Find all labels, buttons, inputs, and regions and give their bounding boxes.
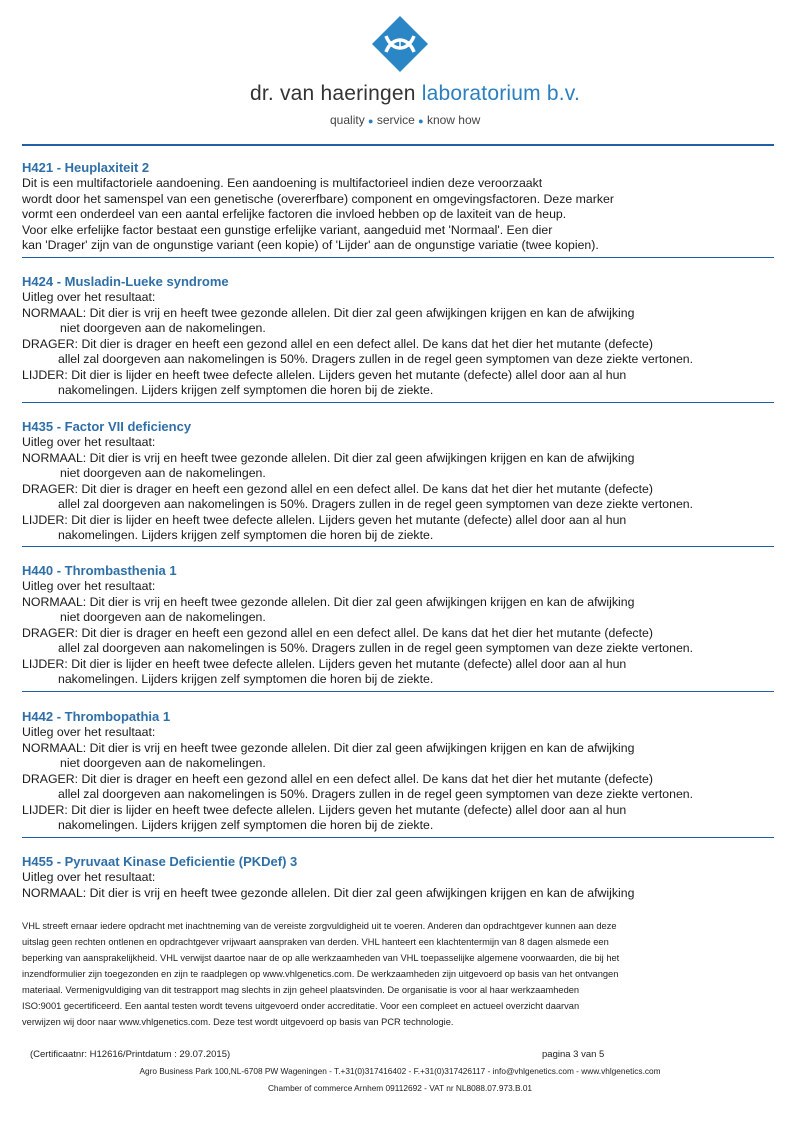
- section-divider: [22, 691, 774, 692]
- intro-line: Uitleg over het resultaat:: [22, 290, 156, 304]
- section-title: H424 - Musladin-Lueke syndrome: [22, 274, 229, 289]
- drager-line-cont: allel zal doorgeven aan nakomelingen is 50%. Dragers zullen in de regel geen symptomen van deze ziekte vertonen.: [58, 497, 694, 511]
- section-title: H421 - Heuplaxiteit 2: [22, 160, 150, 175]
- drager-line-cont: allel zal doorgeven aan nakomelingen is 50%. Dragers zullen in de regel geen symptomen van deze ziekte vertonen.: [58, 641, 694, 655]
- lijder-line-cont: nakomelingen. Lijders krijgen zelf symptomen die horen bij de ziekte.: [58, 528, 434, 542]
- text-line: wordt door het samenspel van een genetische (overerfbare) component en omgevingsfactoren. Deze marker: [22, 191, 614, 206]
- dot-separator-icon: ●: [418, 116, 424, 126]
- section-divider: [22, 837, 774, 838]
- normaal-line: NORMAAL: Dit dier is vrij en heeft twee gezonde allelen. Dit dier zal geen afwijkingen krijgen en kan de afwijking: [22, 450, 635, 465]
- section-title: H440 - Thrombasthenia 1: [22, 563, 177, 578]
- normaal-line-cont: niet doorgeven aan de nakomelingen.: [60, 321, 266, 335]
- tagline: quality ● service ● know how: [330, 113, 481, 127]
- section-h440: [22, 563, 774, 688]
- section-title: H435 - Factor VII deficiency: [22, 419, 192, 434]
- dna-diamond-logo-icon: [370, 14, 430, 74]
- dot-separator-icon: ●: [368, 116, 374, 126]
- normaal-line: NORMAAL: Dit dier is vrij en heeft twee gezonde allelen. Dit dier zal geen afwijkingen krijgen en kan de afwijking: [22, 594, 635, 609]
- lijder-line-cont: nakomelingen. Lijders krijgen zelf symptomen die horen bij de ziekte.: [58, 818, 434, 832]
- normaal-line: NORMAAL: Dit dier is vrij en heeft twee gezonde allelen. Dit dier zal geen afwijkingen krijgen en kan de afwijking: [22, 305, 635, 320]
- normaal-line-cont: niet doorgeven aan de nakomelingen.: [60, 756, 266, 770]
- drager-line: DRAGER: Dit dier is drager en heeft een gezond allel en een defect allel. De kans dat het dier het mutante (defecte): [22, 771, 653, 786]
- section-h455: [22, 854, 774, 901]
- normaal-line-cont: niet doorgeven aan de nakomelingen.: [60, 466, 266, 480]
- section-title: H442 - Thrombopathia 1: [22, 709, 171, 724]
- lijder-line: LIJDER: Dit dier is lijder en heeft twee defecte allelen. Lijders geven het mutante (defecte) allel door aan al hun: [22, 656, 627, 671]
- disclaimer-line: inzendformulier zijn toegezonden en zijn te raadplegen op www.vhlgenetics.com. De werkzaamheden zijn uitgevoerd op basis van het ontvangen: [22, 969, 619, 979]
- normaal-line: NORMAAL: Dit dier is vrij en heeft twee gezonde allelen. Dit dier zal geen afwijkingen krijgen en kan de afwijking: [22, 885, 635, 900]
- intro-line: Uitleg over het resultaat:: [22, 870, 156, 884]
- intro-line: Uitleg over het resultaat:: [22, 579, 156, 593]
- section-h424: [22, 274, 774, 399]
- section-divider: [22, 402, 774, 403]
- section-divider: [22, 257, 774, 258]
- text-line: vormt een onderdeel van een aantal erfelijke factoren die invloed hebben op de laxiteit van de heup.: [22, 207, 567, 221]
- drager-line: DRAGER: Dit dier is drager en heeft een gezond allel en een defect allel. De kans dat het dier het mutante (defecte): [22, 481, 653, 496]
- disclaimer-line: verwijzen wij door naar www.vhlgenetics.com. Deze test wordt uitgevoerd op basis van PCR technologie.: [22, 1017, 454, 1027]
- normaal-line-cont: niet doorgeven aan de nakomelingen.: [60, 610, 266, 624]
- section-h442: [22, 709, 774, 834]
- lijder-line: LIJDER: Dit dier is lijder en heeft twee defecte allelen. Lijders geven het mutante (defecte) allel door aan al hun: [22, 802, 627, 817]
- intro-line: Uitleg over het resultaat:: [22, 435, 156, 449]
- disclaimer-line: VHL streeft ernaar iedere opdracht met inachtneming van de vereiste zorgvuldigheid uit te voeren. Anderen dan opdrachtgever kunnen aan deze: [22, 921, 617, 931]
- drager-line-cont: allel zal doorgeven aan nakomelingen is 50%. Dragers zullen in de regel geen symptomen van deze ziekte vertonen.: [58, 787, 694, 801]
- disclaimer-line: uitslag geen rechten ontlenen en opdrachtgever vrijwaart aanspraken van derden. VHL hanteert een klachtentermijn van 8 dagen alsmede een: [22, 937, 609, 947]
- section-h435: [22, 419, 774, 544]
- lijder-line: LIJDER: Dit dier is lijder en heeft twee defecte allelen. Lijders geven het mutante (defecte) allel door aan al hun: [22, 512, 627, 527]
- address-line: Agro Business Park 100,NL-6708 PW Wageningen - T.+31(0)317416402 - F.+31(0)317426117 - info@vhlgenetics.com - www.vhlgenetics.com: [139, 1066, 661, 1076]
- text-line: Dit is een multifactoriele aandoening. Een aandoening is multifactorieel indien deze veroorzaakt: [22, 176, 543, 190]
- brand-name: dr. van haeringen laboratorium b.v.: [250, 82, 580, 105]
- section-title: H455 - Pyruvaat Kinase Deficientie (PKDef) 3: [22, 854, 298, 869]
- drager-line-cont: allel zal doorgeven aan nakomelingen is 50%. Dragers zullen in de regel geen symptomen van deze ziekte vertonen.: [58, 352, 694, 366]
- lijder-line-cont: nakomelingen. Lijders krijgen zelf symptomen die horen bij de ziekte.: [58, 672, 434, 686]
- disclaimer-line: materiaal. Vermenigvuldiging van dit testrapport mag slechts in zijn geheel plaatsvinden. De organisatie is voor al haar werkzaamheden: [22, 985, 580, 995]
- drager-line: DRAGER: Dit dier is drager en heeft een gezond allel en een defect allel. De kans dat het dier het mutante (defecte): [22, 336, 653, 351]
- header-divider: [22, 144, 774, 146]
- normaal-line: NORMAAL: Dit dier is vrij en heeft twee gezonde allelen. Dit dier zal geen afwijkingen krijgen en kan de afwijking: [22, 740, 635, 755]
- intro-line: Uitleg over het resultaat:: [22, 725, 156, 739]
- page-number: pagina 3 van 5: [542, 1049, 605, 1060]
- lijder-line: LIJDER: Dit dier is lijder en heeft twee defecte allelen. Lijders geven het mutante (defecte) allel door aan al hun: [22, 367, 627, 382]
- text-line: Voor elke erfelijke factor bestaat een gunstige erfelijke variant, aangeduid met 'Normaal'. Een dier: [22, 222, 553, 237]
- logo: [0, 14, 800, 74]
- section-h421: [22, 160, 774, 254]
- disclaimer: [22, 918, 752, 1030]
- text-line: kan 'Drager' zijn van de ongunstige variant (een kopie) of 'Lijder' aan de ongunstige variatie (twee kopien).: [22, 238, 599, 252]
- drager-line: DRAGER: Dit dier is drager en heeft een gezond allel en een defect allel. De kans dat het dier het mutante (defecte): [22, 625, 653, 640]
- certificate-info: (Certificaatnr: H12616/Printdatum : 29.07.2015): [30, 1049, 231, 1060]
- section-divider: [22, 546, 774, 547]
- chamber-of-commerce-line: Chamber of commerce Arnhem 09112692 - VAT nr NL8088.07.973.B.01: [267, 1083, 533, 1093]
- disclaimer-line: beperking van aansprakelijkheid. VHL verwijst daartoe naar de op alle werkzaamheden van VHL toepasselijke algemene voorwaarden, die bij het: [22, 953, 620, 963]
- disclaimer-line: ISO:9001 gecertificeerd. Een aantal testen wordt tevens uitgevoerd onder accreditatie. Voor een compleet en actueel overzicht daarvan: [22, 1001, 580, 1011]
- lijder-line-cont: nakomelingen. Lijders krijgen zelf symptomen die horen bij de ziekte.: [58, 383, 434, 397]
